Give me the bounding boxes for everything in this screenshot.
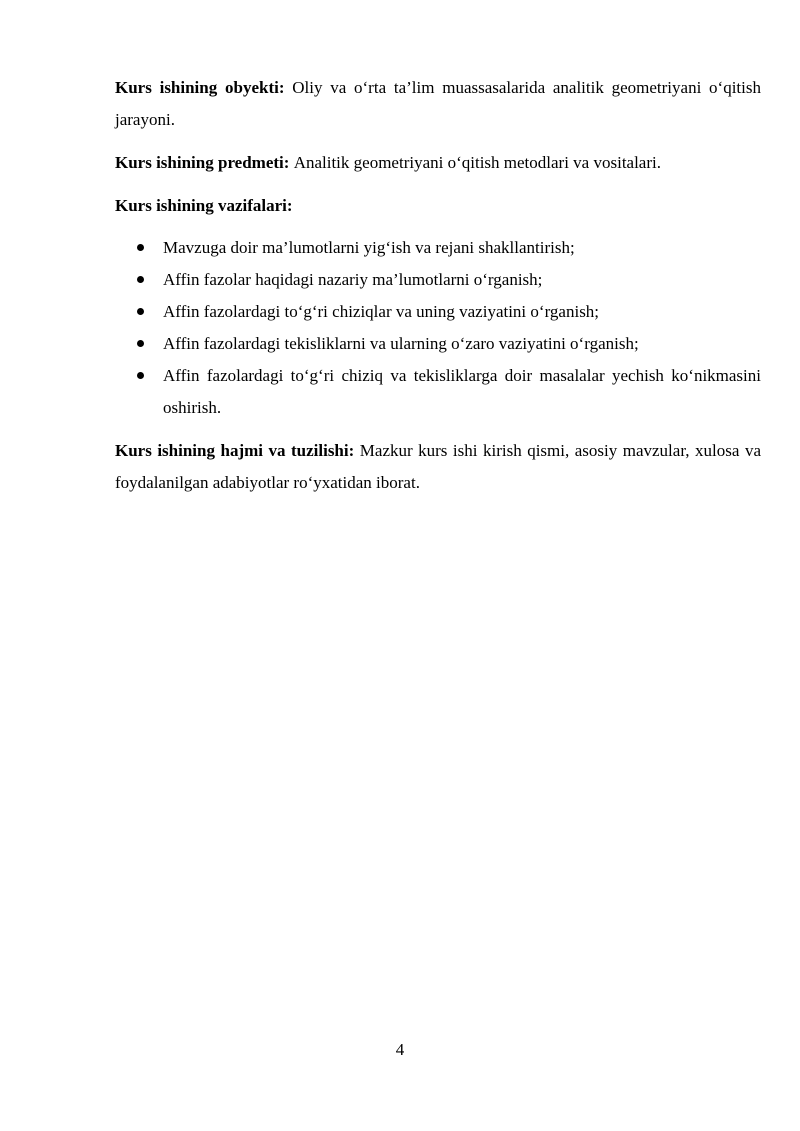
bullet-icon [137,340,144,347]
task-text: Affin fazolar haqidagi nazariy ma’lumotlarni o‘rganish; [163,270,543,289]
task-text: Affin fazolardagi to‘g‘ri chiziq va tekisliklarga doir masalalar yechish ko‘nikmasini oshirish. [163,366,761,417]
bullet-icon [137,276,144,283]
structure-paragraph [115,435,761,499]
list-item [115,328,761,360]
task-text: Affin fazolardagi tekisliklarni va ularning o‘zaro vaziyatini o‘rganish; [163,334,639,353]
structure-label: Kurs ishining hajmi va tuzilishi: [115,441,360,460]
list-item [115,360,761,424]
list-item [115,264,761,296]
object-label: Kurs ishining obyekti: [115,78,293,97]
list-item [115,296,761,328]
object-text: Oliy va o‘rta ta’lim muassasalarida analitik geometriyani o‘qitish jarayoni. [115,78,761,129]
task-text: Affin fazolardagi to‘g‘ri chiziqlar va uning vaziyatini o‘rganish; [163,302,600,321]
document-page [115,72,761,510]
list-item [115,232,761,264]
object-paragraph [115,72,761,136]
bullet-icon [137,308,144,315]
task-text: Mavzuga doir ma’lumotlarni yig‘ish va rejani shakllantirish; [163,238,575,257]
bullet-icon [137,244,144,251]
subject-text: Analitik geometriyani o‘qitish metodlari va vositalari. [293,153,661,172]
tasks-list [115,232,761,424]
page-number: 4 [395,1040,405,1059]
subject-label: Kurs ishining predmeti: [115,153,294,172]
tasks-heading: Kurs ishining vazifalari: [115,196,293,215]
bullet-icon [137,372,144,379]
subject-paragraph [115,147,761,179]
structure-text: Mazkur kurs ishi kirish qismi, asosiy mavzular, xulosa va foydalanilgan adabiyotlar ro‘yxatidan iborat. [115,441,761,492]
